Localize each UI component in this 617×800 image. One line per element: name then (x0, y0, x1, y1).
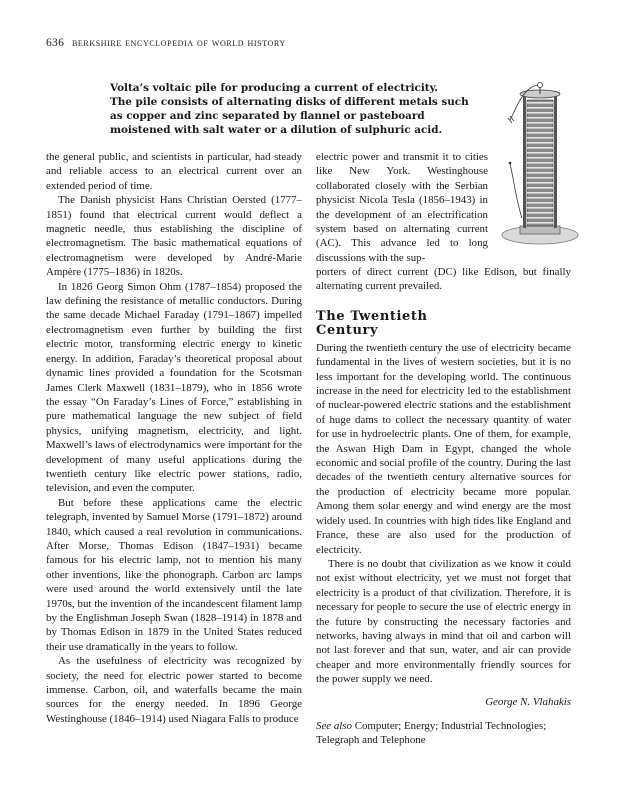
author-signature: George N. Vlahakis (485, 695, 571, 708)
left-column (46, 150, 302, 726)
paragraph: The Danish physicist Hans Christian Oersted (1777–1851) found that electrical current would deflect a magnetic needle, thus establishing the discipline of electromagnetism. The basic mathematical equations of electromagnetism were developed by André-Marie Ampère (1775–1836) in 1820s. (46, 194, 302, 279)
paragraph: As the usefulness of electricity was recognized by society, the need for electric power started to become immense. Carbon, oil, and waterfalls became the main sources for the energy needed. In 1896 George Westinghouse (1846–1914) used Niagara Falls to produce (46, 655, 302, 725)
caption-line: as copper and zinc separated by flannel or pasteboard (110, 110, 425, 122)
right-column (316, 265, 571, 748)
paragraph: the general public, and scientists in particular, had steady and reliable access to an electrical current over an extended period of time. (46, 151, 302, 192)
section-heading-line: The Twentieth (316, 308, 428, 324)
paragraph: During the twentieth century the use of electricity became fundamental in the lives of western societies, but it is no less important for the developing world. The continuous increase in the need for electricity led to the establishment of nuclear-powered electric stations and the establishment of huge dams to collect the necessary quantity of water for use in hydroelectric plants. One of them, for example, the Aswan High Dam in Egypt, changed the whole economic and social profile of the country. During the last decades of the twentieth century alternative sources for the production of electricity became more popular. Among them solar energy and wind energy are the most widely used. In countries with high tides like England and France, these are also used for the production of electricity. (316, 341, 571, 556)
book-title: berkshire encyclopedia of world history (71, 37, 286, 49)
paragraph: But before these applications came the electric telegraph, invented by Samuel Morse (1791–1872) around 1840, which caused a real revolution in communications. After Morse, Thomas Edison (1847–1931) became famous for his electric lamp, not to mention his many other inventions, like the phonograph. Carbon arc lamps were used around the world extensively until the late 1970s, but the invention of the incandescent filament lamp by the Englishman Joseph Swan (1828–1914) in 1878 and by Thomas Edison in 1879 in the United States reduced their use dramatically in the years to follow. (46, 496, 302, 653)
paragraph: In 1826 Georg Simon Ohm (1787–1854) proposed the law defining the resistance of metallic conductors. During the same decade Michael Faraday (1791–1867) impelled electromagnetism even further by building the first electric motor, transforming electric energy to kinetic energy. In addition, Faraday’s theoretical proposal about dynamic lines provided a foundation for the Scotsman James Clerk Maxwell (1831–1879), who in 1856 wrote the essay “On Faraday’s Lines of Force,” establishing in pure mathematical language the new subject of field physics, unifying magnetism, electricity, and light. Maxwell’s laws of electrodynamics were important for the development of many useful applications during the twentieth century like electric power stations, radio, television, and even the computer. (46, 280, 302, 495)
section-heading (316, 310, 571, 338)
see-also-links: Computer; Energy; Industrial Technologies; Telegraph and Telephone (316, 719, 547, 747)
voltaic-pile-illustration-icon (490, 70, 590, 250)
caption-line: Volta’s voltaic pile for producing a current of electricity. (110, 82, 439, 94)
paragraph: electric power and transmit it to cities like New York. Westinghouse collaborated closely with the Serbian physicist Nicola Tesla (1856–1943) in the development of an electrification system based on alternating current (AC). This advance led to long discussions with the sup- (316, 151, 488, 264)
see-also (316, 719, 571, 748)
section-heading-line: Century (316, 322, 379, 338)
caption-line: moistened with salt water or a dilution of sulphuric acid. (110, 124, 443, 136)
figure-caption (110, 81, 469, 137)
page-number: 636 (46, 37, 65, 49)
see-also-label: See also (316, 719, 352, 732)
paragraph: porters of direct current (DC) like Edison, but finally alternating current prevailed. (316, 266, 571, 293)
right-column-wrap-text (316, 150, 488, 265)
paragraph: There is no doubt that civilization as we know it could not exist without electricity, yet we must not forget that electricity is a product of that civilization. Therefore, it is necessary for people to secure the use of electric energy in the future by constructing the necessary factories and networks, having always in mind that oil and carbon will not last forever and that sun, water, and air can provide cheaper and more environmentally friendly sources for the power supply we need. (316, 557, 571, 686)
caption-line: The pile consists of alternating disks of different metals such (110, 96, 469, 108)
running-header (46, 37, 286, 49)
